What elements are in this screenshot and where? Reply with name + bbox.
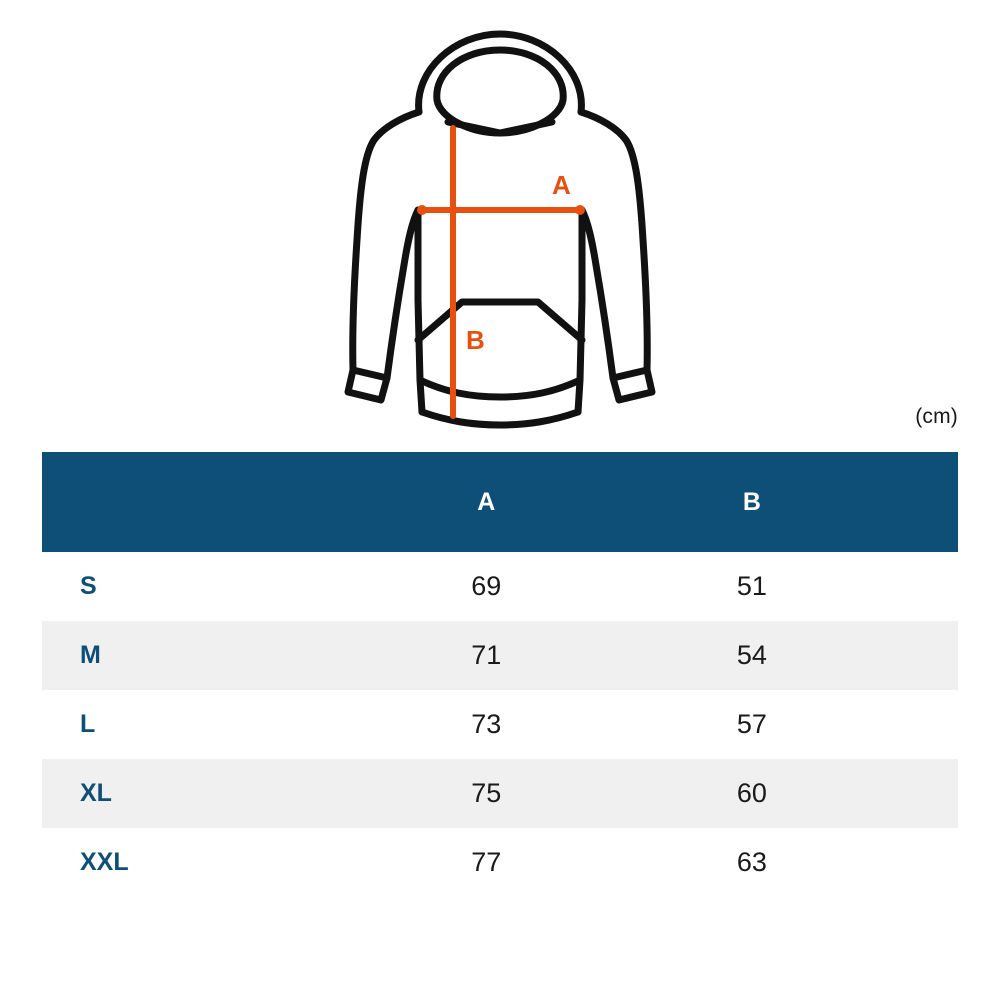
- table-row: [42, 552, 958, 621]
- cell-b: 54: [736, 640, 767, 670]
- table-row: [42, 828, 958, 897]
- measure-label-a: A: [552, 170, 571, 200]
- cell-pad: [885, 621, 958, 690]
- cell-a: 73: [471, 709, 502, 739]
- cell-b: 51: [736, 571, 767, 601]
- cell-size: XXL: [80, 848, 129, 876]
- cell-size: S: [80, 572, 97, 600]
- cell-b: 60: [736, 778, 767, 808]
- table-body: [42, 552, 958, 897]
- table-row: [42, 621, 958, 690]
- cell-b: 63: [736, 847, 767, 877]
- cell-size: M: [80, 641, 101, 669]
- header-size: [42, 452, 353, 552]
- unit-label: (cm): [915, 405, 958, 428]
- cell-pad: [885, 828, 958, 897]
- header-a: A: [353, 452, 619, 552]
- cell-a: 77: [471, 847, 502, 877]
- cell-a: 75: [471, 778, 502, 808]
- cell-size: XL: [80, 779, 112, 807]
- table-row: [42, 759, 958, 828]
- cell-a: 69: [471, 571, 502, 601]
- header-pad: [885, 452, 958, 552]
- hoodie-diagram: [0, 0, 1000, 430]
- cell-pad: [885, 690, 958, 759]
- table-header-row: [42, 452, 958, 552]
- measure-label-b: B: [466, 325, 485, 355]
- header-b: B: [619, 452, 885, 552]
- size-table: [42, 452, 958, 897]
- table-header: [42, 452, 958, 552]
- cell-b: 57: [736, 709, 767, 739]
- cell-a: 71: [471, 640, 502, 670]
- cell-size: L: [80, 710, 96, 738]
- cell-pad: [885, 552, 958, 621]
- hoodie-outline: [348, 34, 652, 425]
- cell-pad: [885, 759, 958, 828]
- table-row: [42, 690, 958, 759]
